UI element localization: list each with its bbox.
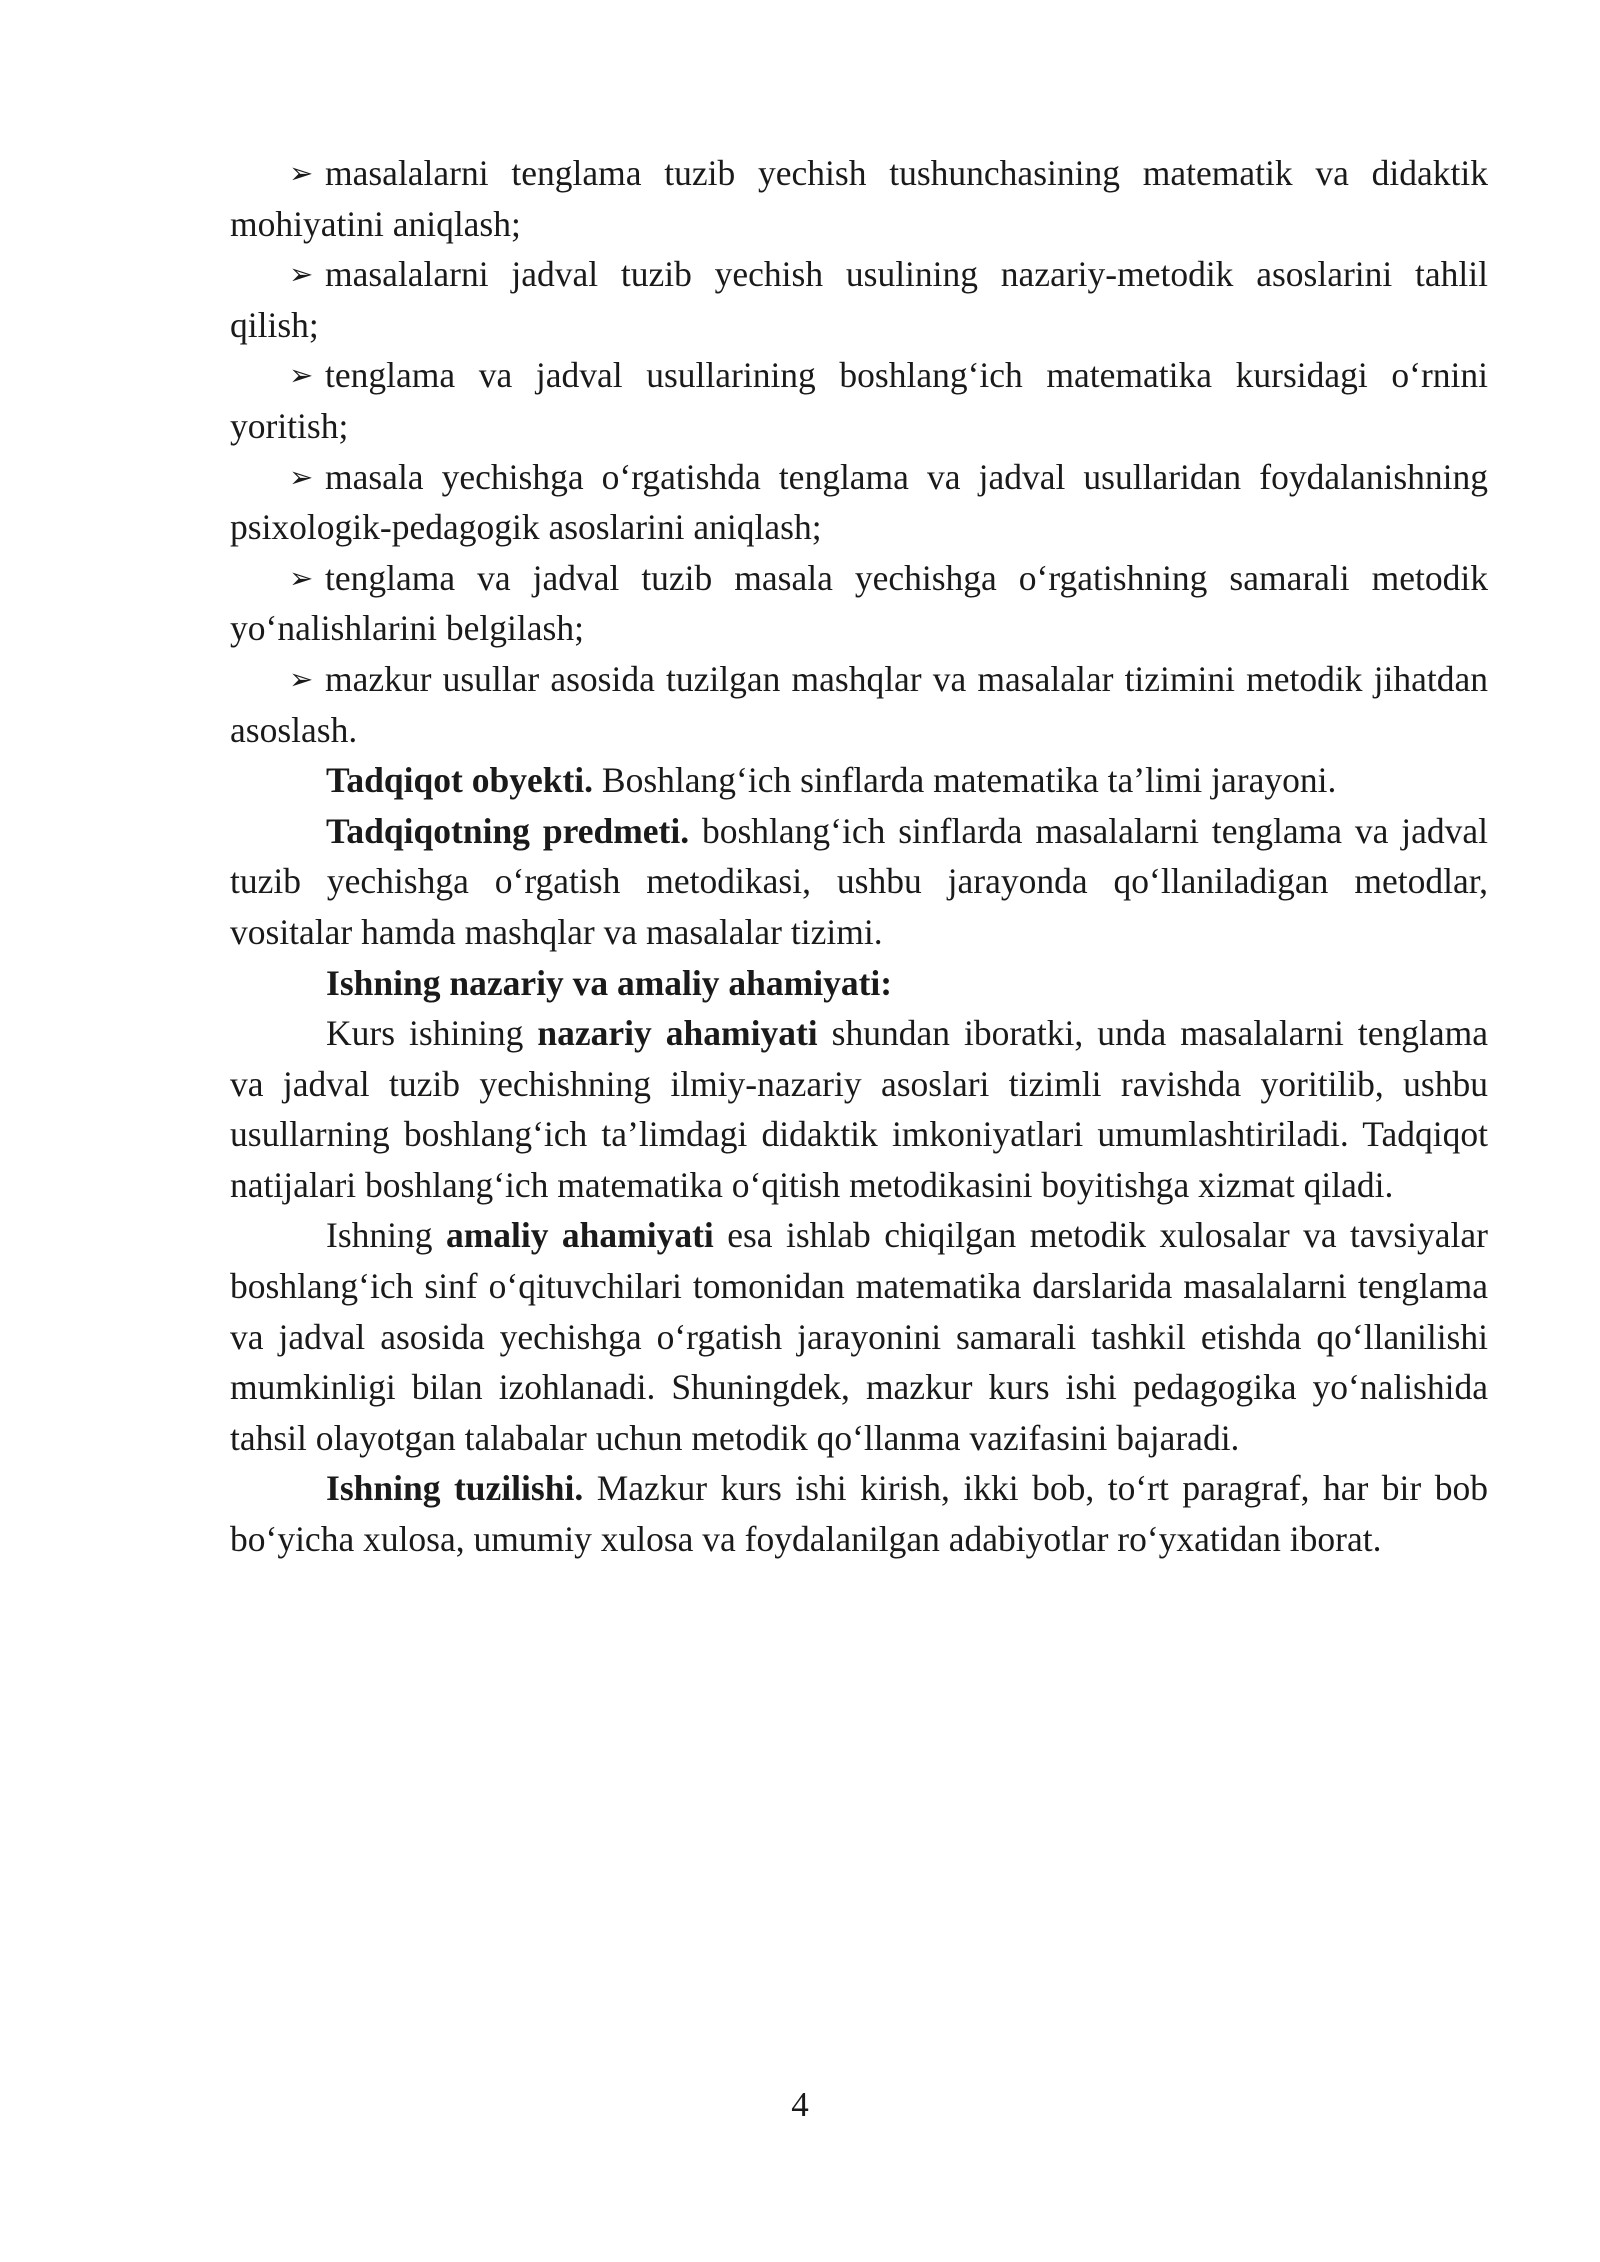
list-item — [230, 350, 1488, 451]
research-object-text: Boshlang‘ich sinflarda matematika ta’limi jarayoni. — [593, 760, 1337, 801]
list-item-text: tenglama va jadval usullarining boshlang‘ich matematika kursidagi o‘rnini yoritish; — [230, 355, 1488, 446]
arrow-bullet-icon: ➢ — [289, 257, 314, 292]
list-item-text: mazkur usullar asosida tuzilgan mashqlar va masalalar tizimini metodik jihatdan asoslash. — [230, 658, 1488, 750]
arrow-bullet-icon: ➢ — [289, 459, 314, 494]
practical-significance-paragraph — [230, 1210, 1488, 1463]
theoretical-significance-paragraph — [230, 1008, 1488, 1210]
work-structure-paragraph — [230, 1463, 1488, 1564]
arrow-bullet-icon: ➢ — [289, 560, 314, 595]
document-body — [230, 148, 1488, 1565]
significance-heading: Ishning nazariy va amaliy ahamiyati: — [326, 962, 893, 1003]
list-item-text: tenglama va jadval tuzib masala yechishga o‘rgatishning samarali metodik yo‘nalishlarini belgilash; — [230, 557, 1488, 649]
arrow-bullet-icon: ➢ — [289, 358, 314, 393]
practical-text-before: Ishning — [326, 1215, 446, 1256]
practical-text-after: esa ishlab chiqilgan metodik xulosalar va tavsiyalar boshlang‘ich sinf o‘qituvchilari tomonidan matematika darslarida masalalarni tenglama va jadval asosida yechishga o‘rgatish jarayonini samarali tashkil etishda qo‘llanilishi mumkinligi bilan izohlanadi. Shuningdek, mazkur kurs ishi pedagogika yo‘nalishida tahsil olayotgan talabalar uchun metodik qo‘llanma vazifasini bajaradi. — [230, 1215, 1488, 1458]
list-item — [230, 553, 1488, 654]
research-object-paragraph — [230, 755, 1488, 806]
list-item — [230, 249, 1488, 350]
work-structure-text: Mazkur kurs ishi kirish, ikki bob, to‘rt paragraf, har bir bob bo‘yicha xulosa, umumiy xulosa va foydalanilgan adabiyotlar ro‘yxatidan iborat. — [230, 1468, 1488, 1560]
practical-significance-term: amaliy ahamiyati — [445, 1215, 714, 1256]
page-number: 4 — [791, 2085, 809, 2124]
research-subject-text: boshlang‘ich sinflarda masalalarni tenglama va jadval tuzib yechishga o‘rgatish metodikasi, ushbu jarayonda qo‘llaniladigan metodlar, vositalar hamda mashqlar va masalalar tizimi. — [230, 810, 1488, 952]
arrow-bullet-icon: ➢ — [289, 661, 314, 696]
research-subject-paragraph — [230, 806, 1488, 958]
list-item — [230, 148, 1488, 249]
arrow-bullet-icon: ➢ — [289, 156, 314, 190]
research-object-label: Tadqiqot obyekti. — [326, 760, 594, 801]
list-item — [230, 654, 1488, 755]
list-item-text: masala yechishga o‘rgatishda tenglama va jadval usullaridan foydalanishning psixologik-pedagogik asoslarini aniqlash; — [230, 456, 1488, 548]
list-item-text: masalalarni jadval tuzib yechish usulining nazariy-metodik asoslarini tahlil qilish; — [230, 254, 1488, 345]
theoretical-significance-term: nazariy ahamiyati — [537, 1013, 818, 1054]
theoretical-text-before: Kurs ishining — [326, 1013, 538, 1054]
theoretical-text-after: shundan iboratki, unda masalalarni tenglama va jadval tuzib yechishning ilmiy-nazariy asoslari tizimli ravishda yoritilib, ushbu usullarning boshlang‘ich ta’limdagi didaktik imkoniyatlari umumlashtiriladi. Tadqiqot natijalari boshlang‘ich matematika o‘qitish metodikasini boyitishga xizmat qiladi. — [230, 1013, 1488, 1205]
work-structure-label: Ishning tuzilishi. — [326, 1468, 584, 1509]
list-item — [230, 452, 1488, 553]
list-item-text: masalalarni tenglama tuzib yechish tushunchasining matematik va didaktik mohiyatini aniqlash; — [230, 153, 1488, 244]
research-subject-label: Tadqiqotning predmeti. — [326, 810, 690, 851]
